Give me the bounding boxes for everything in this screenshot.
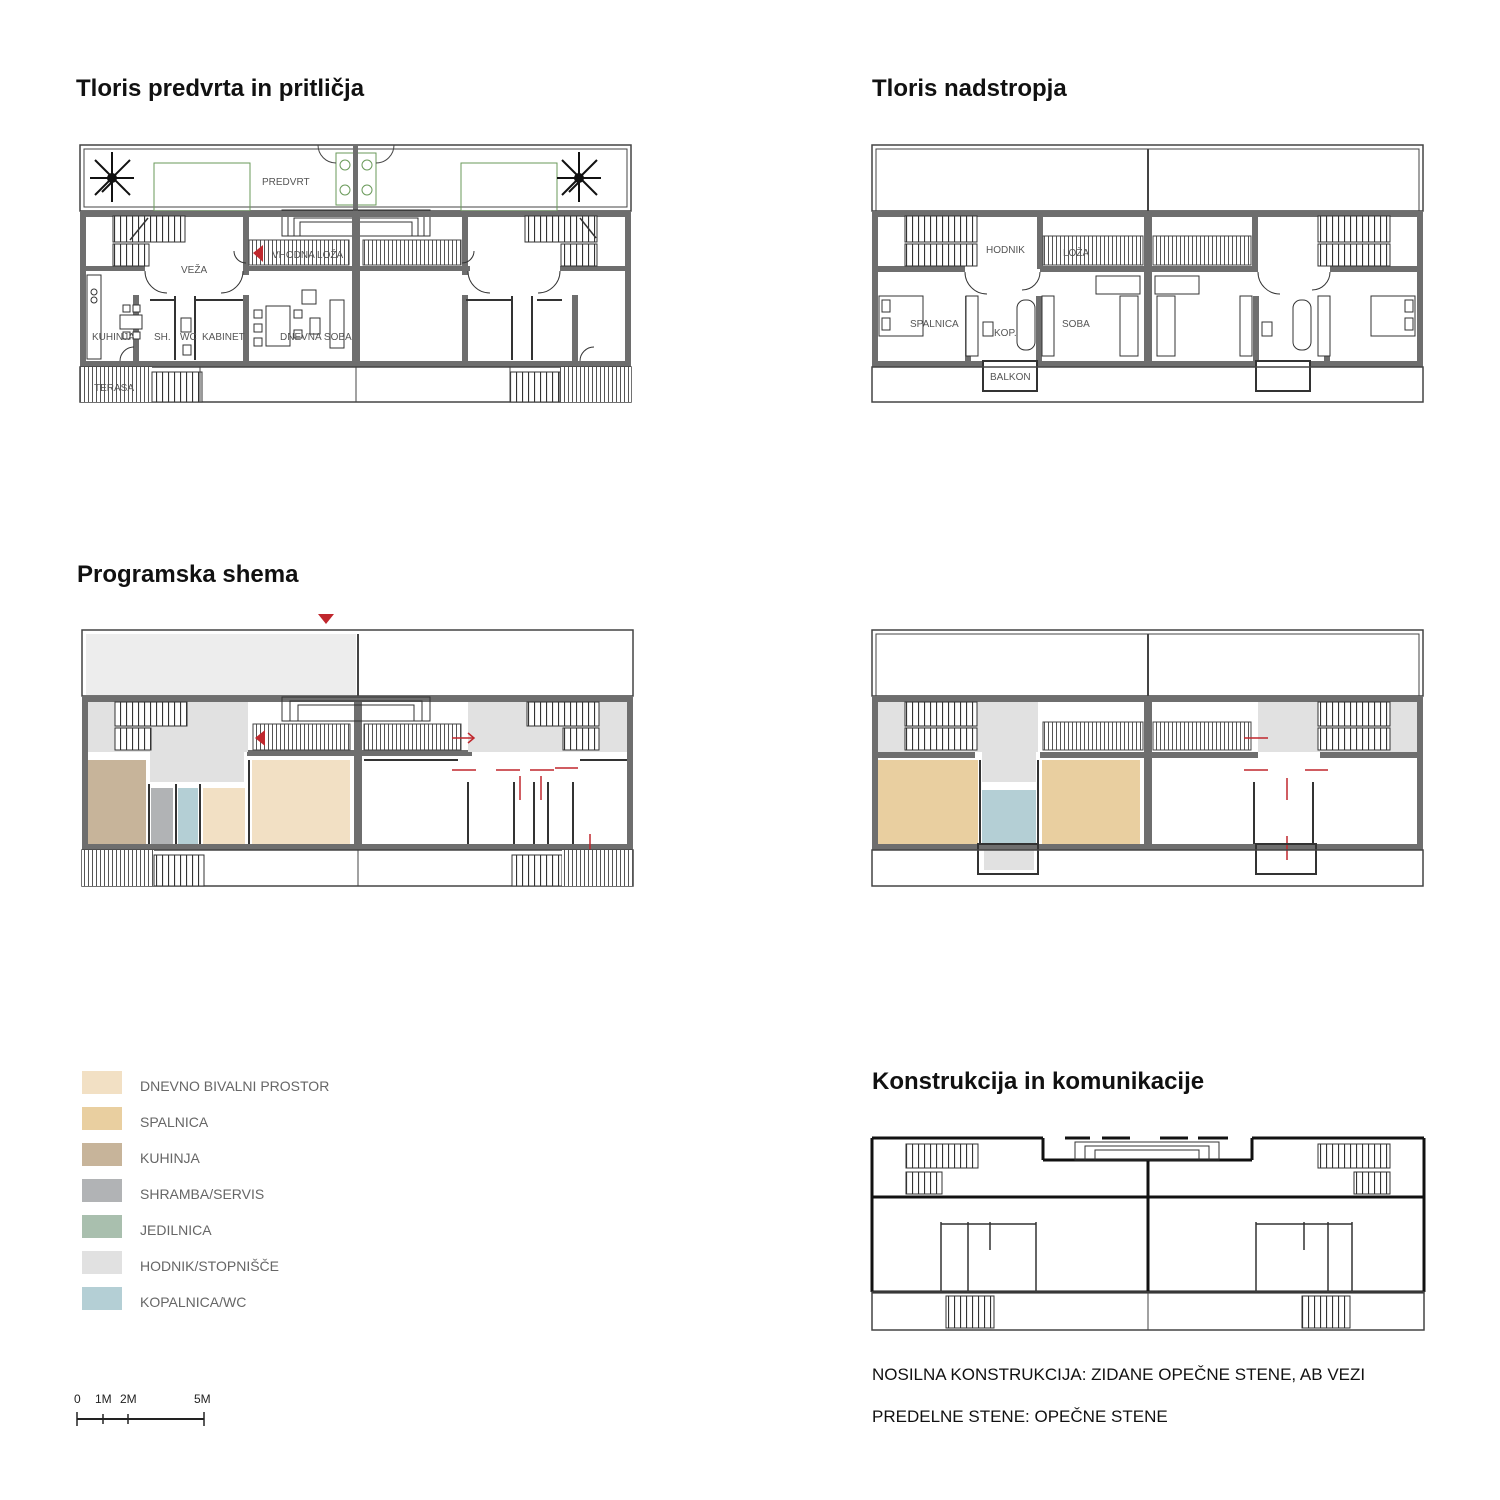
scale-tick-1m: 1M: [95, 1392, 112, 1406]
room-label-balkon: BALKON: [990, 372, 1031, 383]
room-label-kuhinja: KUHINJA: [92, 332, 135, 343]
legend-swatch: [82, 1287, 122, 1310]
legend: [82, 1071, 329, 1310]
program-scheme-ground: [82, 614, 633, 886]
ground-plan-title: Tloris predvrta in pritličja: [76, 75, 365, 102]
room-label-kabinet: KABINET: [202, 332, 245, 343]
construction-diagram: [872, 1138, 1424, 1330]
room-label-predvrt: PREDVRT: [262, 177, 310, 188]
room-label-hodnik: HODNIK: [986, 245, 1025, 256]
legend-label: DNEVNO BIVALNI PROSTOR: [140, 1078, 330, 1094]
entry-arrow-icon: [318, 614, 334, 624]
program-scheme-upper: [872, 630, 1423, 886]
note-load-bearing: NOSILNA KONSTRUKCIJA: ZIDANE OPEČNE STENE, AB VEZI: [872, 1365, 1366, 1384]
room-label-wc: WC: [180, 332, 197, 343]
note-partitions: PREDELNE STENE: OPEČNE STENE: [872, 1407, 1168, 1426]
scale-tick-2m: 2M: [120, 1392, 137, 1406]
ground-floor-plan: [80, 145, 631, 402]
legend-label: HODNIK/STOPNIŠČE: [140, 1258, 279, 1274]
legend-swatch: [82, 1143, 122, 1166]
room-label-dnevna-soba: DNEVNA SOBA: [280, 332, 352, 343]
construction-title: Konstrukcija in komunikacije: [872, 1068, 1205, 1095]
legend-label: JEDILNICA: [140, 1222, 212, 1238]
scale-bar: [74, 1392, 211, 1426]
room-label-veza: VEŽA: [181, 265, 208, 276]
legend-swatch: [82, 1215, 122, 1238]
legend-swatch: [82, 1251, 122, 1274]
program-scheme-title: Programska shema: [77, 561, 299, 588]
scale-tick-0: 0: [74, 1392, 81, 1406]
room-label-kopalnica: KOP.: [994, 328, 1017, 339]
upper-plan-title: Tloris nadstropja: [872, 75, 1067, 102]
room-label-loza: LOŽA: [1063, 248, 1090, 259]
room-label-terasa: TERASA: [94, 383, 135, 394]
legend-label: KUHINJA: [140, 1150, 200, 1166]
room-label-spalnica: SPALNICA: [910, 319, 959, 330]
legend-swatch: [82, 1179, 122, 1202]
legend-swatch: [82, 1071, 122, 1094]
room-label-soba: SOBA: [1062, 319, 1090, 330]
legend-swatch: [82, 1107, 122, 1130]
scale-tick-5m: 5M: [194, 1392, 211, 1406]
legend-label: SHRAMBA/SERVIS: [140, 1186, 265, 1202]
legend-label: SPALNICA: [140, 1114, 209, 1130]
legend-label: KOPALNICA/WC: [140, 1294, 247, 1310]
room-label-vhodna-loza: VHODNA LOŽA: [272, 250, 344, 261]
upper-floor-plan: [872, 145, 1423, 402]
room-label-shramba: SH.: [154, 332, 171, 343]
